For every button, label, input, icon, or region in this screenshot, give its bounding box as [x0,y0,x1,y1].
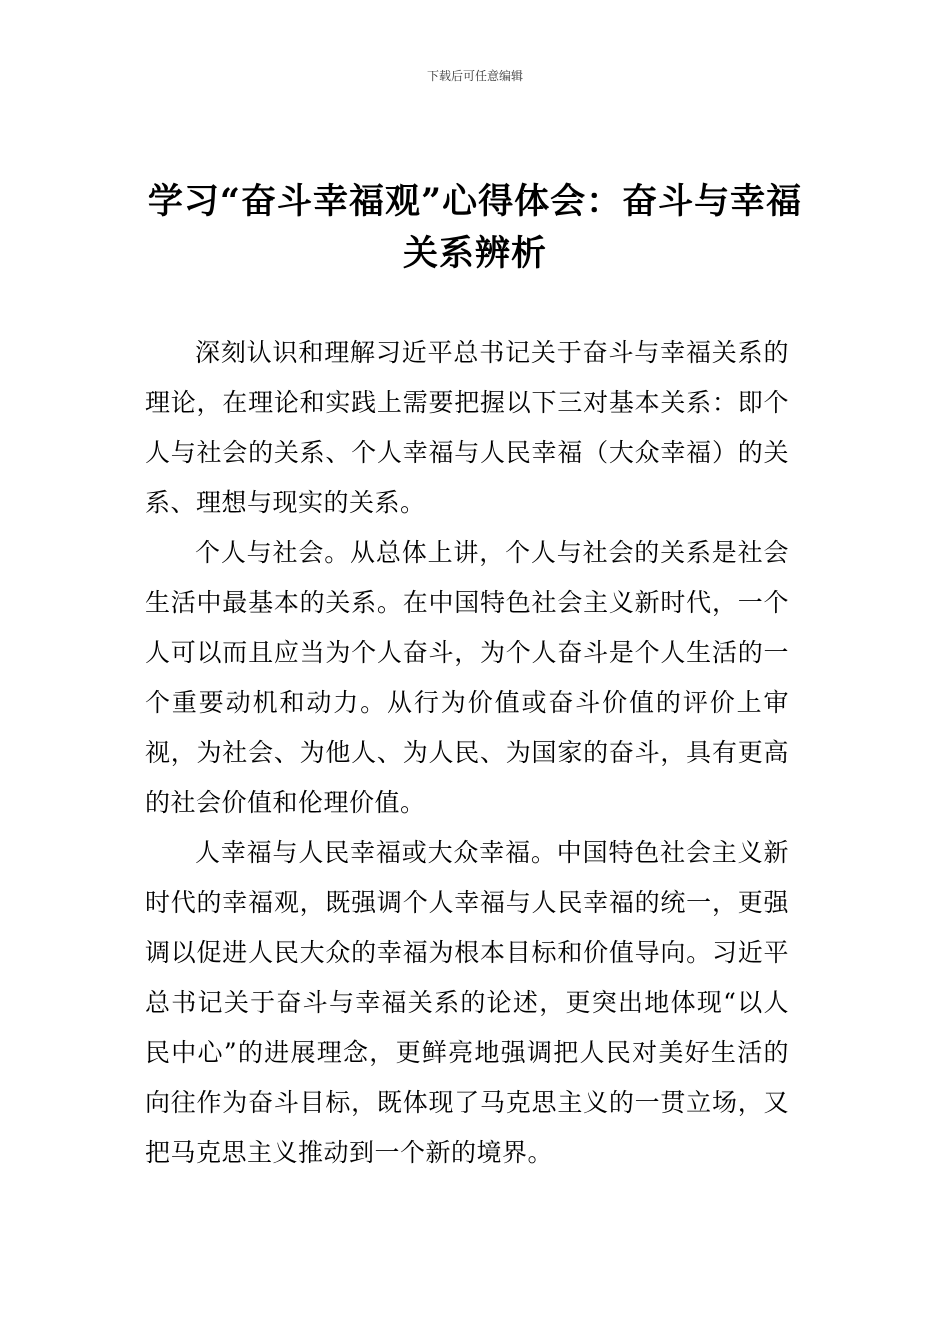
paragraph-happiness: 人幸福与人民幸福或大众幸福。中国特色社会主义新时代的幸福观，既强调个人幸福与人民幸福的统一，更强调以促进人民大众的幸福为根本目标和价值导向。习近平总书记关于奋斗与幸福关系的论述，更突出地体现“以人民中心”的进展理念，更鲜亮地强调把人民对美好生活的向往作为奋斗目标，既体现了马克思主义的一贯立场，又把马克思主义推动到一个新的境界。 [145,838,789,1167]
document-title: 学习“奋斗幸福观”心得体会：奋斗与幸福关系辨析 [147,181,803,274]
document-body [145,328,789,1178]
paragraph-individual-society: 个人与社会。从总体上讲，个人与社会的关系是社会生活中最基本的关系。在中国特色社会主义新时代，一个人可以而且应当为个人奋斗，为个人奋斗是个人生活的一个重要动机和动力。从行为价值或奋斗价值的评价上审视，为社会、为他人、为人民、为国家的奋斗，具有更高的社会价值和伦理价值。 [145,538,789,817]
paragraph-intro: 深刻认识和理解习近平总书记关于奋斗与幸福关系的理论，在理论和实践上需要把握以下三对基本关系：即个人与社会的关系、个人幸福与人民幸福（大众幸福）的关系、理想与现实的关系。 [145,338,789,517]
download-note: 下载后可任意编辑 [426,69,523,83]
